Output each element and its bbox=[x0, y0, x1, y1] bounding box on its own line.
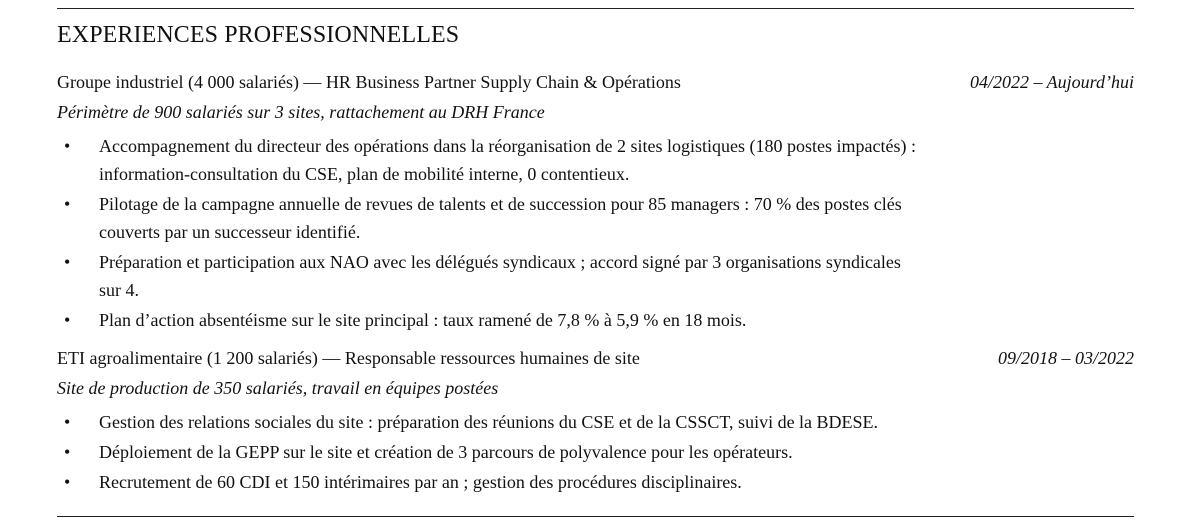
bullet-item: • Pilotage de la campagne annuelle de revues de talents et de succession pour 85 managers : 70 % des postes clés couverts par un successeur identifié. bbox=[57, 190, 927, 246]
top-divider bbox=[57, 8, 1134, 9]
job-dates: 04/2022 – Aujourd’hui bbox=[969, 72, 1134, 92]
bullet-item: • Gestion des relations sociales du site : préparation des réunions du CSE et de la CSSCT, suivi de la BDESE. bbox=[57, 408, 1017, 436]
job-scope: Site de production de 350 salariés, travail en équipes postées bbox=[57, 378, 499, 398]
bullet-item: • Recrutement de 60 CDI et 150 intérimaires par an ; gestion des procédures disciplinaires. bbox=[57, 468, 1017, 496]
job-title: ETI agroalimentaire (1 200 salariés) — Responsable ressources humaines de site bbox=[57, 348, 640, 368]
bullet-item: • Plan d’action absentéisme sur le site principal : taux ramené de 7,8 % à 5,9 % en 18 mois. bbox=[57, 306, 927, 334]
job-title: Groupe industriel (4 000 salariés) — HR Business Partner Supply Chain & Opérations bbox=[57, 72, 681, 92]
section-title: EXPERIENCES PROFESSIONNELLES bbox=[57, 22, 460, 48]
bullet-item: • Déploiement de la GEPP sur le site et création de 3 parcours de polyvalence pour les opérateurs. bbox=[57, 438, 1017, 466]
bullet-item: • Préparation et participation aux NAO avec les délégués syndicaux ; accord signé par 3 organisations syndicales sur 4. bbox=[57, 248, 927, 304]
job-dates: 09/2018 – 03/2022 bbox=[997, 348, 1134, 368]
job-header bbox=[57, 72, 1134, 96]
job-header bbox=[57, 348, 1134, 372]
bullet-item: • Accompagnement du directeur des opérations dans la réorganisation de 2 sites logistiques (180 postes impactés) : information-consultation du CSE, plan de mobilité interne, 0 contentieux. bbox=[57, 132, 927, 188]
bottom-divider bbox=[57, 516, 1134, 517]
job-scope: Périmètre de 900 salariés sur 3 sites, rattachement au DRH France bbox=[57, 102, 545, 122]
job-bullet-list bbox=[57, 132, 927, 336]
job-bullet-list bbox=[57, 408, 1017, 498]
